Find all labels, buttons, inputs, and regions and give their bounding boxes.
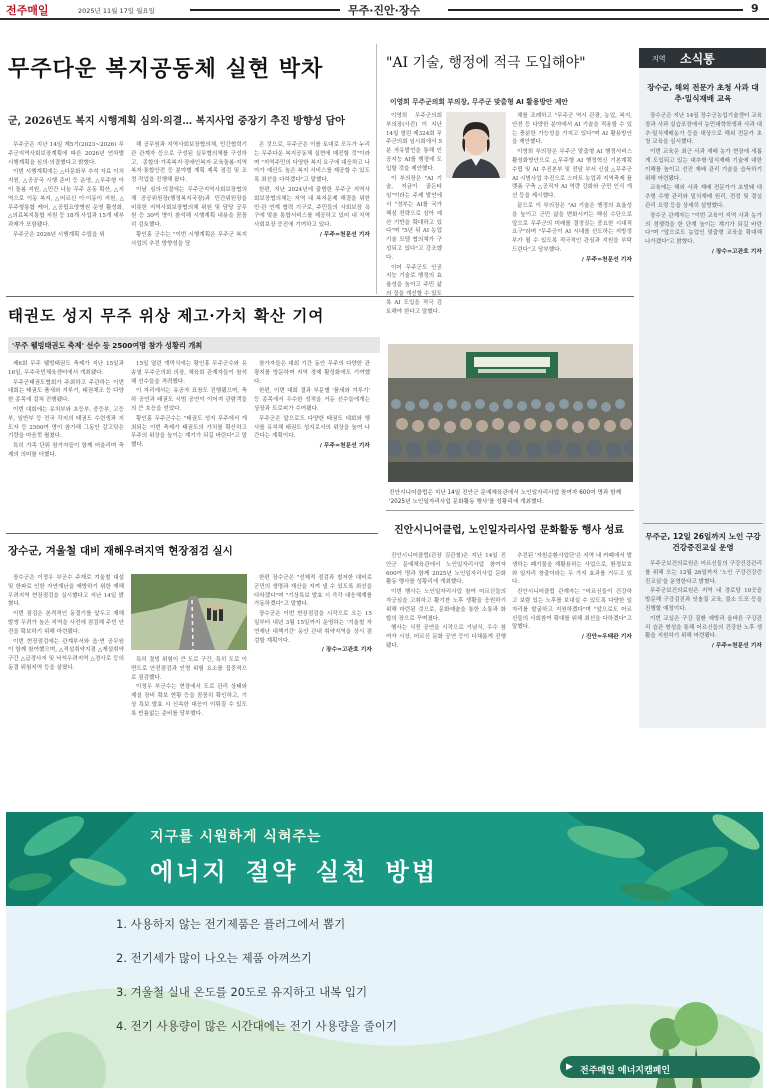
energy-tip-3: 3. 겨울철 실내 온도를 20도로 유지하고 내복 입기 xyxy=(116,985,368,999)
paragraph: 이영희 부의장은 무주군 맞춤형 AI 행정서비스 활성화방안으로 △무주형 AI 행정혁신 기본계획 수립 및 AI 추진본부 및 전담 부서 신설 △무주군 AI 시범사업 추진으로 스마트 농업과 지역축제 플랫폼 구축 △공직자 AI 역량 강화와 군민 인식 개선 등을 제시했다. xyxy=(512,149,632,200)
paragraph: 장수군은 지난 14일 장수군농업기술센터 교육장과 사과 실습포장에서 농민대학학생과 사과 대추·밀식재배농가 등을 대상으로 해외 전문가 초청 교육을 실시했다. xyxy=(645,113,762,146)
energy-tip-4: 4. 전기 사용량이 많은 시간대에는 전기 사용량을 줄이기 xyxy=(116,1019,397,1033)
paragraph: 행사는 식전 공연을 시작으로 기념식, 우수 참여자 시상, 어르신 문화 공연 등이 다채롭게 진행됐다. xyxy=(386,625,506,649)
article5-column-1 xyxy=(386,552,506,652)
article1-subhead: 군, 2026년도 복지 시행계획 심의·의결… 복지사업 중장기 추진 방향성 담아 xyxy=(8,116,345,127)
paragraph: 이정우 부군수는 현장에서 도로 관리 상태와 제설 장비 확보 현황 등을 꼼꼼히 확인하고, 기상 특보 발효 시 신속한 대응이 이뤄질 수 있도록 빈틈없는 준비를 당부했다. xyxy=(131,684,247,717)
article4-column-1 xyxy=(8,574,124,674)
paragraph: 무주군보건의료원은 어르신들의 구강건강관리를 위해 오는 12월 26일까지 '노인 구강건강증진교실'을 운영한다고 밝혔다. xyxy=(645,561,762,585)
issue-date: 2025년 11월 17일 월요일 xyxy=(78,7,155,15)
paragraph: 이번 교육은 최근 사과 재배 농가 현장에 새롭게 도입되고 있는 대추형·밀식재배 기술에 대한 이해를 높이고 선진 재배 관리 기술을 습득하기 위해 마련됐다. xyxy=(645,149,762,182)
section-divider xyxy=(6,533,378,534)
paragraph: 무주군은 앞으로도 다양한 태권도 대회와 행사를 유치해 태권도 성지로서의 위상을 높여 나간다는 계획이다. xyxy=(254,415,370,440)
poster-footer: 전주매일 에너지캠페인 xyxy=(580,1066,671,1076)
road-inspection-photo xyxy=(131,574,247,650)
article3-column-1 xyxy=(8,360,124,461)
article3-column-2 xyxy=(131,360,247,451)
paragraph: 진안시니어클럽 관계자는 "어르신들이 건강하고 보람 있는 노후를 보내실 수 있도록 다양한 일자리를 발굴하고 지원하겠다"며 "앞으로도 어르신들의 사회참여 확대를 위해 최선을 다하겠다"고 말했다. xyxy=(512,589,632,631)
article2-column-1 xyxy=(386,112,442,317)
paragraph: 체를 조례하고 "무주군 역시 관광, 농업, 복지, 안전 등 다양한 분야에서 AI 기술을 적용할 수 있는 충분한 가능성을 가지고 있다"며 AI 활용방안을 제안했다. xyxy=(512,113,632,146)
paragraph: 이번 교실은 구강 질환 예방과 올바른 구강관리 습관 형성을 통해 어르신들의 건강한 노후 생활을 지원하기 위해 마련됐다. xyxy=(645,615,762,640)
road-photo-icon xyxy=(131,574,247,650)
paragraph: 무주군은 2026년 시행계획 수립을 위 xyxy=(13,231,105,238)
article2-subhead: 이영희 무주군의회 부의장, 무주군 맞춤형 AI 활용방안 제안 xyxy=(390,98,568,106)
paragraph: 무주군태권도협회가 주최하고 주관하는 이번 대회는 태권도 품새와 겨루기, 태권체조 등 다양한 종목에 걸쳐 진행됐다. xyxy=(8,379,124,404)
article1-column-3 xyxy=(254,141,370,240)
article4-byline: / 장수=고관호 기자 xyxy=(321,647,372,654)
paragraph: 특히 결빙 위험이 큰 도로 구간, 특히 도로 이면도로 안전점검과 인명 위험 요소를 집중적으로 점검했다. xyxy=(131,657,247,681)
paragraph: 장수군은 이정우 부군수 주재로 겨울철 대설 및 한파로 인한 자연재난을 예방하기 위한 재해우려지역 현장점검을 실시했다고 지난 14일 밝혔다. xyxy=(8,575,124,608)
sidebar-title: 소식통 xyxy=(680,52,715,66)
section-divider xyxy=(386,510,634,511)
article2-headline: "AI 기술, 행정에 적극 도입해야" xyxy=(386,55,586,71)
sidebar-item1-byline: / 장수=고관호 기자 xyxy=(711,248,762,255)
article5-column-2 xyxy=(512,552,632,642)
audience-photo-icon xyxy=(388,344,633,482)
article4-headline: 장수군, 겨울철 대비 재해우려지역 현장점검 실시 xyxy=(8,545,233,557)
poster-title: 에너지 절약 실천 방법 xyxy=(150,858,439,886)
section-title: 무주·진안·장수 xyxy=(348,4,421,17)
sidebar-item2-body xyxy=(645,560,762,651)
portrait-photo xyxy=(446,112,506,178)
paragraph: 특히 가족 단위 참가자들이 함께 어울리며 축제의 의미를 더했다. xyxy=(8,443,124,458)
article3-column-3 xyxy=(254,360,370,451)
event-photo xyxy=(388,344,633,482)
paragraph: 이 자리에서는 유공자 표창도 진행됐으며, 축하 공연과 태권도 시범 공연이 이어져 관람객들의 큰 호응을 얻었다. xyxy=(131,388,247,412)
article4-column-3 xyxy=(254,574,372,655)
paragraph: 한편 장수군은 "선제적 점검과 철저한 대비로 군민의 생명과 재산을 지켜 낼 수 있도록 최선을 다하겠다"며 "기상특보 발효 시 즉각 대응체계를 가동하겠다"고 말했다. xyxy=(254,575,372,608)
article4-column-2 xyxy=(131,656,247,720)
article3-subhead: '무주 웰빙태권도 축제' 선수 등 2500여명 참가 성황리 개최 xyxy=(12,341,203,350)
energy-tip-2: 2. 전기세가 많이 나오는 제품 아껴쓰기 xyxy=(116,951,312,965)
paragraph: 장수군 관계자는 "이번 교육이 지역 사과 농가의 경쟁력을 한 단계 높이는 계기가 되길 바란다"며 "앞으로도 농업인 맞춤형 교육을 확대해 나가겠다"고 밝혔다. xyxy=(645,212,762,246)
paragraph: 추진된 '자원순환사업단'은 지역 내 카페에서 발생하는 폐기물을 재활용하는 사업으로, 환경보호와 일자리 창출이라는 두 가지 효과를 거두고 있다. xyxy=(512,553,632,586)
paragraph: 참가자들은 대회 기간 동안 무주의 다양한 관광지를 방문하며 지역 경제 활성화에도 기여했다. xyxy=(254,361,370,385)
sidebar-tag: 지역 xyxy=(652,55,666,63)
play-icon: ▶ xyxy=(566,1062,573,1072)
paragraph: 장수군은 이번 현장점검을 시작으로 오는 15일부터 내년 3월 15일까지 운영하는 '겨울철 자연재난 대책기간' 동안 관내 취약지역을 상시 점검할 계획이다. xyxy=(254,611,372,644)
event-photo-caption: 진안시니어클럽은 지난 14일 진안군 문예체육관에서 노인일자리사업 참여자 600여 명과 함께 '2025년 노인일자리사업 문화활동 행사'를 성황리에 개최했다. xyxy=(389,490,622,505)
sidebar-item2-headline: 무주군, 12일 26일까지 노인 구강건강증진교실 운영 xyxy=(645,532,761,552)
paragraph: 한편, 지난 2024년에 출범한 무주군 지역사회보장협의체는 지역 내 복지문제 해결을 위한 민·관 연계 협력 기구로, 주민들의 사회보장 욕구에 맞춘 통합서비스를 제공하고 있어 내 지역 사회보장 증진에 기여하고 있다. xyxy=(254,186,370,229)
paragraph: 15일 열린 개막식에는 황인홍 무주군수와 유송열 무주군의회 의장, 체육회 관계자들이 참석해 선수들을 격려했다. xyxy=(131,361,247,385)
section-divider xyxy=(6,296,634,297)
sidebar-item1-headline: 장수군, 해외 전문가 초청 사과 대추·밀식재배 교육 xyxy=(647,83,759,103)
sidebar-item1-body xyxy=(645,112,762,257)
paragraph: 이번 현장점검에는 관계부서와 읍·면 공무원이 함께 참여했으며, △적설취약지점 △제설취약구간 △급경사지 및 낙석우려지역 △경사로 등의 동결 위험지역 등을 살폈다. xyxy=(8,638,124,671)
paragraph: 이어 무주군도 인공지능 기술로 행정의 효율성을 높이고 주민 삶의 질을 개선할 수 있도록 AI 도입을 적극 검토해야 한다고 말했다. xyxy=(386,264,442,315)
paragraph: 진안시니어클럽(관장 김관철)은 지난 14일 진안군 문예체육관에서 노인일자리사업 참여자 600여 명과 함께 2025년 노인일자리사업 문화활동 행사를 성황리에 개최했다. xyxy=(386,553,506,586)
paragraph: 황인홍 군수는 "이번 시행계획은 무주군 복지사업의 추진 방향성을 담 xyxy=(131,231,247,247)
article5-headline: 진안시니어클럽, 노인일자리사업 문화활동 행사 성료 xyxy=(394,525,624,536)
paragraph: 해 공무원과 지역사회보장협의체, 민간협력기관 관계자 등으로 구성된 실무협의체를 구성하고, 종합의·가족복지·장애인복지·교육돌봄·지역복지·통합안전 등 분야별 계획 제목 점검 및 조정 작업을 진행해 왔다. xyxy=(131,142,247,184)
paragraph: 이번 시행계획에는 △다문화부 추석 자료 이처 지원, △공공국 시행 준비 등 운영, △무주형 아이 돌봄 지원, △민간 나눔 무주 운동 확산, △지역으로 이동 복지, △어르신 이·이동이 지원, △무주형통합 케어, △공립요양병원 운영 활성화, △의료복지통합 지원 등 18개 사업과 15개 세부 과제가 포함됐다. xyxy=(8,169,124,229)
sidebar-item2-byline: / 무주=천문선 기자 xyxy=(711,643,762,650)
article1-column-1 xyxy=(8,141,124,241)
paragraph: 교육에는 해외 사과 재배 전문가가 초빙돼 대추형 수형 관리와 밀식재배 원리, 전정 및 결실 관리 요령 등을 상세히 설명했다. xyxy=(645,185,762,209)
paragraph: 은 것으로, 무주군은 이를 토대로 모두가 누리는 무주다운 복지공동체 실현에 매진할 것"이라며 "지역주민의 다양한 복지 요구에 대응하고 나아가 예산도 높은 복지 서비스를 제공할 수 있도록 최선을 다하겠다"고 말했다. xyxy=(254,142,370,184)
article1-column-2 xyxy=(131,141,247,250)
paragraph: 이번 대회에는 유치부와 초등부, 중등부, 고등부, 일반부 등 전국 각지의 태권도 수련생과 지도자 등 2500여 명이 참가해 그동안 갈고닦은 기량을 마음껏 펼쳤다. xyxy=(8,406,124,440)
energy-tip-1: 1. 사용하지 않는 전기제품은 플러그에서 뽑기 xyxy=(116,917,346,931)
paragraph: 이번 점검은 본격적인 동절기를 앞두고 재해 발생 우려가 높은 지역을 사전에 점검해 주민 안전을 확보하기 위해 마련됐다. xyxy=(8,611,124,635)
paragraph: 제6회 무주 웰빙태권도 축제가 지난 15일과 16일, 무주국민체육센터에서 개최됐다. xyxy=(8,361,124,376)
paragraph: 이번 행사는 노인일자리사업 참여 어르신들의 자긍심을 고취하고 활기찬 노후 생활을 응원하기 위해 마련된 것으로, 문화예술을 통한 소통과 화합의 장으로 꾸며졌다. xyxy=(386,589,506,622)
article2-byline: / 무주=천문선 기자 xyxy=(581,256,632,263)
article3-headline: 태권도 성지 무주 위상 제고·가치 확산 기여 xyxy=(8,306,325,325)
paragraph: 무주군은 지난 14일 제5기(2023~2026) 무주군지역사회보장계획에 따른 2026년 연차별 시행계획을 심의·의결했다고 밝혔다. xyxy=(8,142,124,166)
paragraph: 이영희 무주군의회 부의장(사진) 이 지난 14일 열린 제324회 무주군의회 임시회에서 5분 자유발언을 통해 인공지능 AI를 행정에 도입할 것을 제안했다. xyxy=(386,113,442,172)
article3-byline: / 무주=천문선 기자 xyxy=(319,443,370,450)
paragraph: 끝으로 이 부의장은 "AI 기술은 행정의 효율성을 높이고 군민 삶을 변화시키는 핵심 수단으로 앞으로 무주군의 미래를 결정짓는 중요한 시대적 요구"라며 "무주군이 AI 시대를 선도하는 지방정부가 될 수 있도록 적극적인 관심과 지원을 부탁드린다"고 당부했다. xyxy=(512,202,632,253)
newspaper-logo: 전주매일 xyxy=(6,4,49,17)
column-divider xyxy=(376,44,377,294)
article1-headline: 무주다운 복지공동체 실현 박차 xyxy=(8,56,324,82)
article2-column-2 xyxy=(512,112,632,265)
poster-subtitle: 지구를 시원하게 식혀주는 xyxy=(150,829,322,845)
paragraph: 황인홍 무주군수는 "태권도 성지 무주에서 개최되는 이번 축제가 태권도의 가치를 확산하고 무주의 위상을 높이는 계기가 되길 바란다"고 말했다. xyxy=(131,415,247,449)
page-number: 9 xyxy=(751,2,759,15)
article5-byline: / 진안=우태완 기자 xyxy=(581,634,632,641)
article1-byline: / 무주=천문선 기자 xyxy=(319,231,370,238)
paragraph: 한편, 이번 대회 결과 부문별 '품새와 겨루기' 등 종목에서 우수한 성적을 거둔 선수들에게는 상장과 트로피가 수여됐다. xyxy=(254,388,370,412)
portrait-icon xyxy=(446,112,506,178)
paragraph: 이 부의장은 "AI 기술, 지금이 골든타임"이라는 주제 발언에서 "정부는 AI를 국가 핵심 전략으로 삼아 예산 기반을 확대하고 있다"며 "5년 뒤 AI 농업기술 모델 협의체가 구성되고 있다"고 강조했다. xyxy=(386,175,442,261)
paragraph: 이날 심의·의결에는 무주군지역사회보장협의체 공공위원장(행정복지국장)과 민간위원장을 비롯한 지역사회보장협의체 위원 및 담당 공무원 등 30여 명이 참석해 시행계획 내용을 꼼꼼히 검토했다. xyxy=(131,186,247,229)
section-rule-right xyxy=(448,9,743,11)
sidebar-divider xyxy=(643,523,763,524)
section-rule-left xyxy=(190,9,340,11)
paragraph: 무주군보건의료원은 지역 내 경로당 10곳을 방문해 구강검진과 잇솔질 교육, 불소 도포 등을 진행할 예정이다. xyxy=(645,588,762,612)
